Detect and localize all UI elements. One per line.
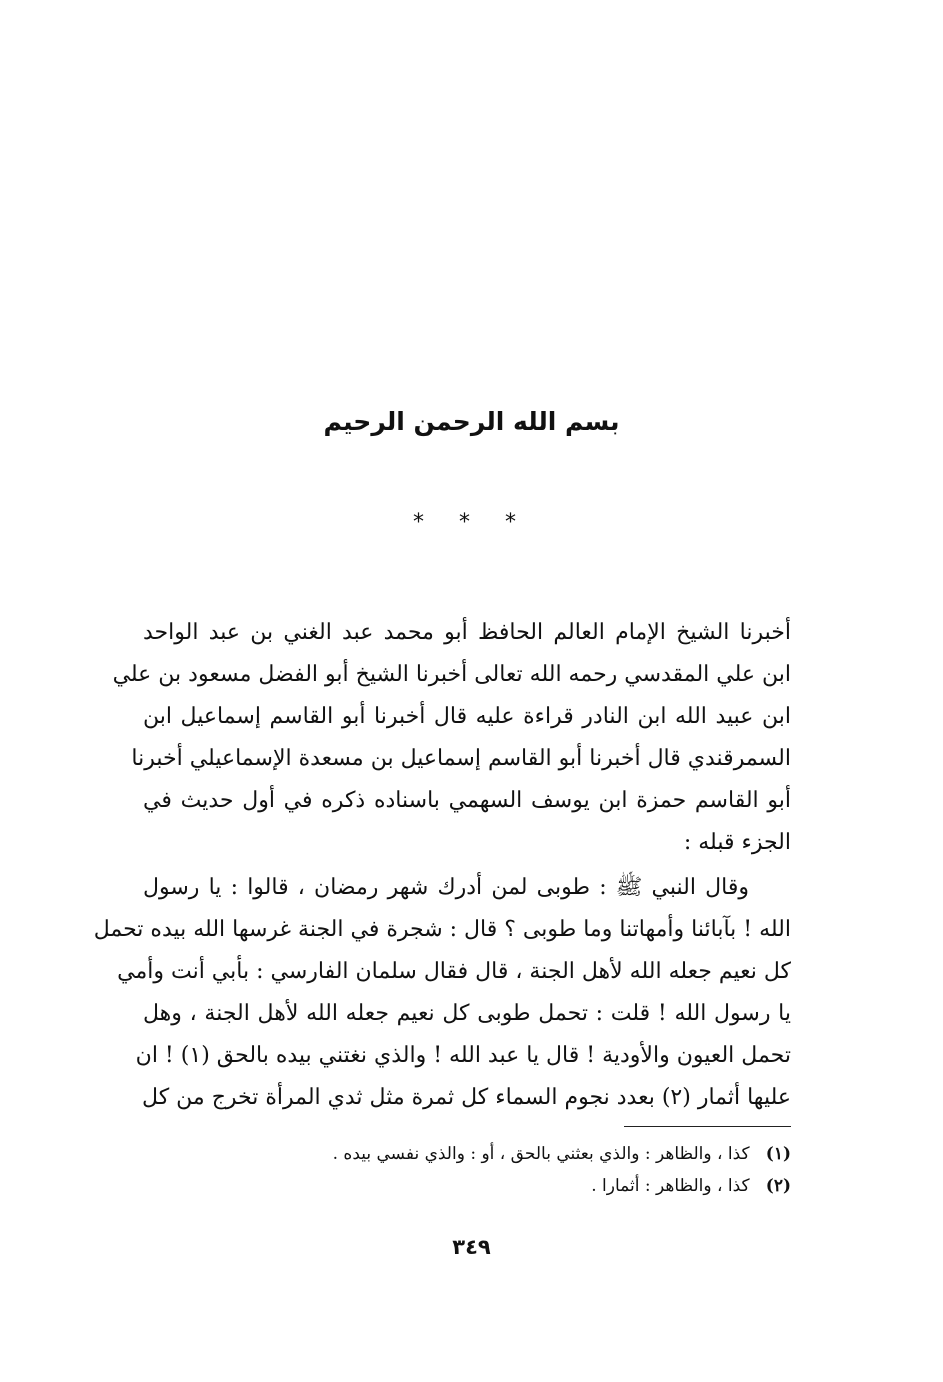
text-line: عليها أثمار (٢) بعدد نجوم السماء كل ثمرة مثل ثدي المرأة تخرج من كل <box>142 1085 791 1110</box>
text-line: كل نعيم جعله الله لأهل الجنة ، قال فقال سلمان الفارسي : بأبي أنت وأمي <box>117 959 791 984</box>
text-line: يا رسول الله ! قلت : تحمل طوبى كل نعيم جعله الله لأهل الجنة ، وهل <box>143 1001 791 1026</box>
footnote-text: كذا ، والظاهر : أثمارا . <box>591 1176 750 1196</box>
page-number: ٣٤٩ <box>452 1235 491 1259</box>
footnote-item <box>143 1138 791 1170</box>
text-line: الله ! بآبائنا وأمهاتنا وما طوبى ؟ قال : شجرة في الجنة غرسها الله بيده تحمل <box>93 917 791 942</box>
text-line: تحمل العيون والأودية ! قال يا عبد الله ! والذي نغتني بيده بالحق (١) ! ان <box>135 1043 791 1068</box>
text-line: أخبرنا الشيخ الإمام العالم الحافظ أبو محمد عبد الغني بن عبد الواحد <box>143 620 791 645</box>
footnote-item <box>143 1170 791 1202</box>
paragraph-hadith <box>93 867 791 1119</box>
text-line: الجزء قبله : <box>683 830 791 855</box>
text-line: وقال النبي ﷺ : طوبى لمن أدرك شهر رمضان ، قالوا : يا رسول <box>143 875 749 900</box>
footnote-text: كذا ، والظاهر : والذي بعثني بالحق ، أو : والذي نفسي بيده . <box>332 1144 750 1164</box>
text-line: أبو القاسم حمزة ابن يوسف السهمي باسناده ذكره في أول حديث في <box>143 788 791 813</box>
section-separator: * * * <box>413 510 530 535</box>
footnote-number: (١) <box>765 1144 791 1164</box>
text-line: ابن عبيد الله ابن النادر قراءة عليه قال أخبرنا أبو القاسم إسماعيل ابن <box>143 704 791 729</box>
text-line: السمرقندي قال أخبرنا أبو القاسم إسماعيل بن مسعدة الإسماعيلي أخبرنا <box>131 746 791 771</box>
footnotes <box>143 1138 791 1202</box>
paragraph-isnad <box>112 612 791 864</box>
basmala-heading: بسم الله الرحمن الرحيم <box>323 407 620 436</box>
footnote-divider <box>624 1126 791 1127</box>
text-line: ابن علي المقدسي رحمه الله تعالى أخبرنا الشيخ أبو الفضل مسعود بن علي <box>112 662 791 687</box>
footnote-number: (٢) <box>765 1176 791 1196</box>
